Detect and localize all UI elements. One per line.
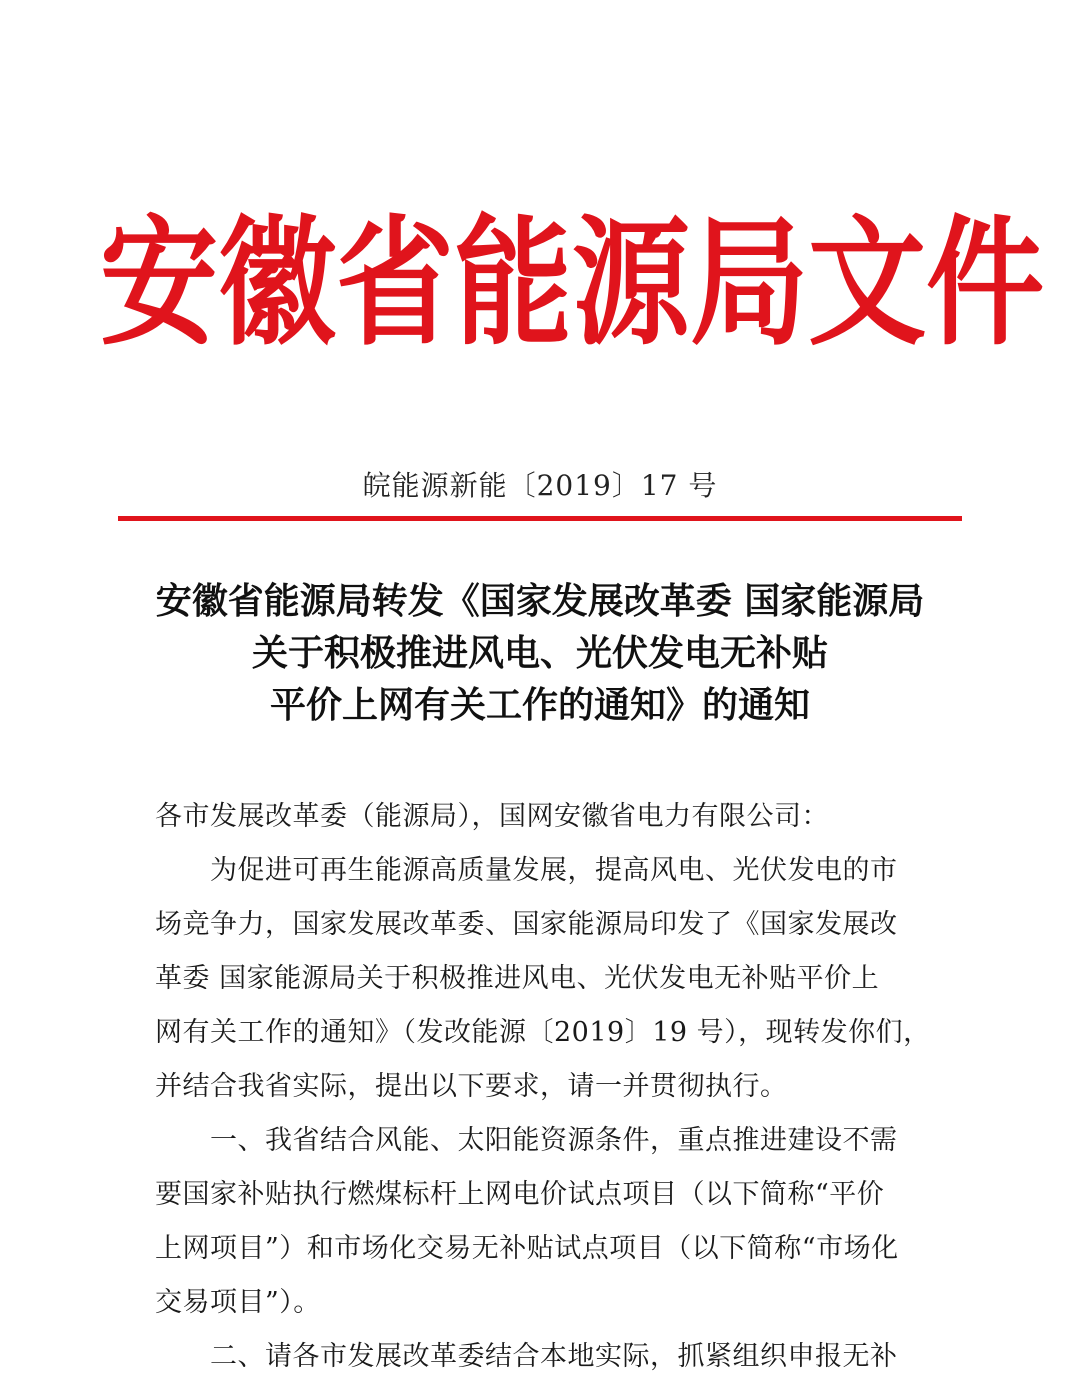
header-char: 件 <box>926 201 1045 365</box>
body-line: 一、我省结合风能、太阳能资源条件，重点推进建设不需 <box>155 1125 898 1156</box>
body-line: 上网项目”）和市场化交易无补贴试点项目（以下简称“市场化 <box>155 1233 899 1264</box>
header-char: 文 <box>808 201 927 365</box>
header-char: 安 <box>100 201 219 365</box>
header-char: 局 <box>690 201 809 365</box>
header-char: 省 <box>336 201 455 365</box>
notice-title-line: 平价上网有关工作的通知》的通知 <box>269 684 810 726</box>
notice-title <box>100 575 980 731</box>
body-line: 交易项目”）。 <box>155 1287 321 1318</box>
header-char: 徽 <box>218 201 337 365</box>
header-divider <box>118 516 962 521</box>
body-line: 网有关工作的通知》（发改能源〔2019〕19 号），现转发你们， <box>155 1017 931 1048</box>
body-line: 要国家补贴执行燃煤标杆上网电价试点项目（以下简称“平价 <box>155 1179 885 1210</box>
header-char: 源 <box>572 201 691 365</box>
document-number: 皖能源新能〔2019〕17 号 <box>362 469 718 502</box>
body-line: 革委 国家能源局关于积极推进风电、光伏发电无补贴平价上 <box>155 963 880 994</box>
body-line: 二、请各市发展改革委结合本地实际，抓紧组织申报无补 <box>155 1341 898 1372</box>
document-header-title <box>100 201 1045 365</box>
header-char: 能 <box>454 201 573 365</box>
notice-title-line: 安徽省能源局转发《国家发展改革委 国家能源局 <box>155 580 925 622</box>
notice-title-line: 关于积极推进风电、光伏发电无补贴 <box>251 632 828 674</box>
document-body <box>155 790 930 1384</box>
body-line: 为促进可再生能源高质量发展，提高风电、光伏发电的市 <box>155 855 898 886</box>
body-line: 并结合我省实际，提出以下要求，请一并贯彻执行。 <box>155 1071 788 1102</box>
body-line: 各市发展改革委（能源局），国网安徽省电力有限公司： <box>155 801 829 832</box>
body-line: 场竞争力，国家发展改革委、国家能源局印发了《国家发展改 <box>155 909 898 940</box>
